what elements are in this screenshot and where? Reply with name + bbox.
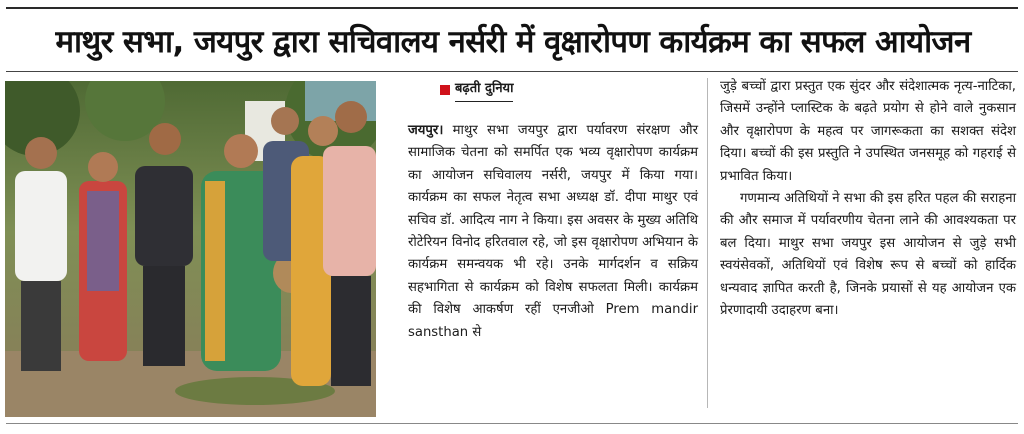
byline-text: बढ़ती दुनिया	[455, 78, 513, 102]
group-photo-illustration	[5, 81, 376, 417]
paragraph-1-text: माथुर सभा जयपुर द्वारा पर्यावरण संरक्षण और सामाजिक चेतना को समर्पित एक भव्य वृक्षारोपण कार्यक्रम का आयोजन सचिवालय नर्सरी, जयपुर में किया गया। कार्यक्रम का सफल नेतृत्व सभा अध्यक्ष डॉ. दीपा माथुर एवं सचिव डॉ. आदित्य नाग ने किया। इस अवसर के मुख्य अतिथि रोटेरियन विनोद हरितवाल रहे, जो इस वृक्षारोपण अभियान के कार्यक्रम समन्वयक भी रहे। उनके मार्गदर्शन व सक्रिय सहभागिता से कार्यक्रम को विशेष सफलता मिली। कार्यक्रम की विशेष आकर्षण रहीं एनजीओ Prem mandir sansthan से	[408, 123, 698, 340]
paragraph-2: जुड़े बच्चों द्वारा प्रस्तुत एक सुंदर और संदेशात्मक नृत्य-नाटिका, जिसमें उन्होंने प्लास्टिक के बढ़ते प्रयोग से होने वाले नुकसान और वृक्षारोपण के महत्व पर जागरूकता का सशक्त संदेश दिया। बच्चों की इस प्रस्तुति ने उपस्थित जनसमूह को गहराई से प्रभावित किया।	[720, 79, 1016, 184]
headline: माथुर सभा, जयपुर द्वारा सचिवालय नर्सरी में वृक्षारोपण कार्यक्रम का सफल आयोजन	[55, 24, 971, 60]
bottom-rule	[6, 423, 1018, 424]
column-divider	[707, 78, 708, 408]
paragraph-3: गणमान्य अतिथियों ने सभा की इस हरित पहल की सराहना की और समाज में पर्यावरणीय चेतना लाने की आवश्यकता पर बल दिया। माथुर सभा जयपुर इस आयोजन से जुड़े सभी स्वयंसेवकों, अतिथियों एवं विशेष रूप से बच्चों को हार्दिक धन्यवाद ज्ञापित करती है, जिनके प्रयासों से यह आयोजन एक प्रेरणादायी उदाहरण बना।	[720, 191, 1016, 319]
byline-marker-icon	[440, 85, 450, 95]
article-column-2	[720, 76, 1016, 322]
byline	[440, 78, 698, 102]
article-column-1	[408, 76, 698, 344]
paragraph-1	[408, 120, 698, 344]
dateline: जयपुर।	[408, 123, 444, 138]
article-photo	[5, 81, 376, 417]
headline-rule	[6, 71, 1018, 72]
top-rule	[6, 7, 1018, 9]
